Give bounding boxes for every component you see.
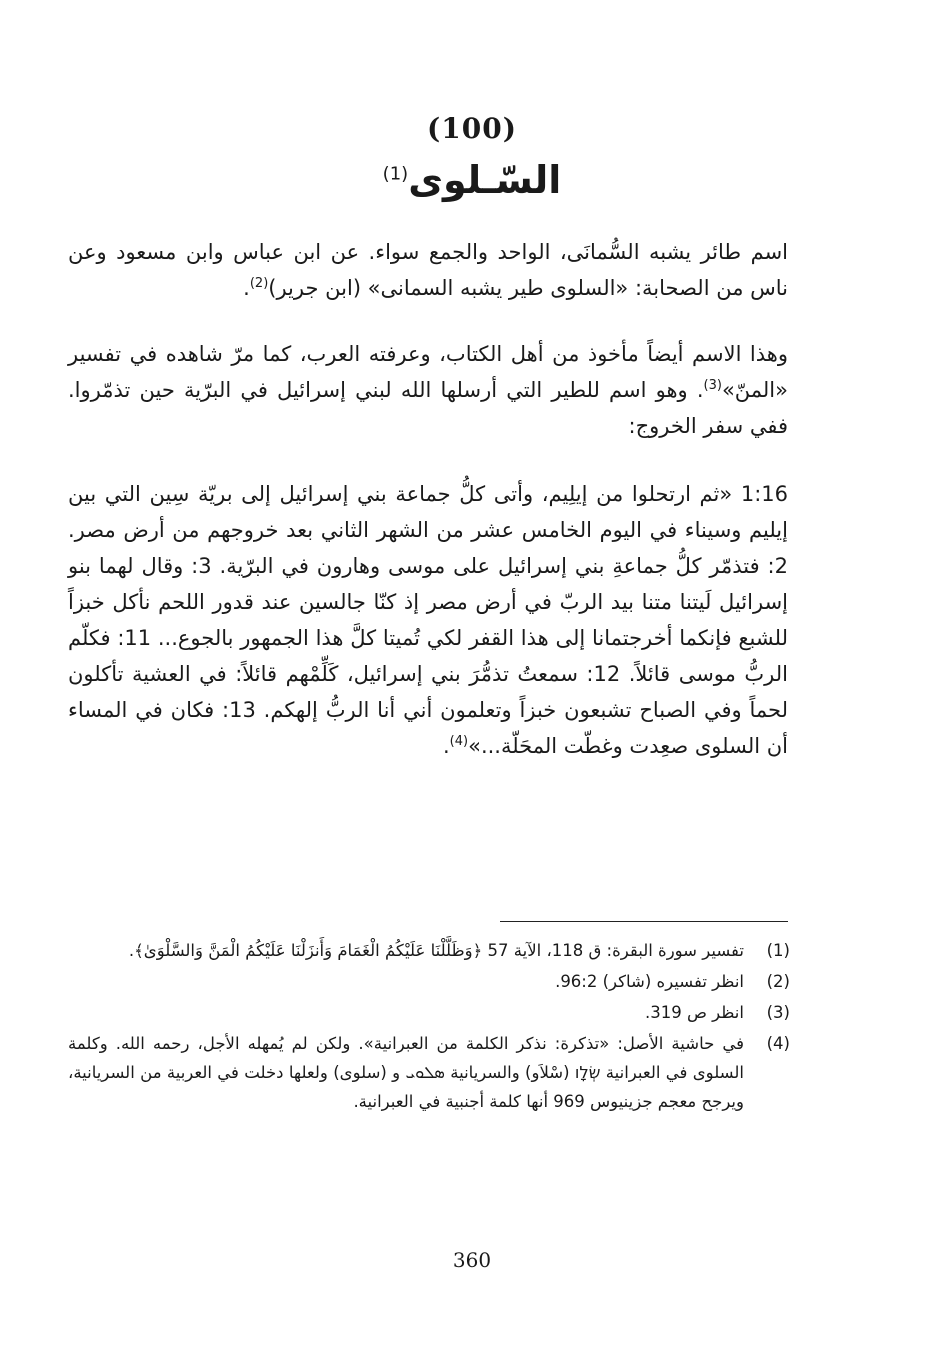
footnote-item <box>68 998 790 1027</box>
footnote-text: انظر تفسيره (شاكر) 96:2. <box>555 972 744 991</box>
footnote-number: (1) <box>766 941 790 960</box>
paragraph-tail: . <box>243 276 250 300</box>
footnotes <box>68 936 790 1118</box>
footnote-item <box>68 967 790 996</box>
page-number: 360 <box>452 1248 492 1272</box>
paragraph-text: 1:16 «ثم ارتحلوا من إيلِيم، وأتى كلُّ جماعة بني إسرائيل إلى بريّة سِين التي بين إيليم وسيناء في اليوم الخامس عشر من الشهر الثاني بعد خروجهم من أرض مصر. 2: فتذمّر كلُّ جماعةِ بني إسرائيل على موسى وهارون في البرّية. 3: وقال لهما بنو إسرائيل لَيتنا متنا بيد الربّ في أرض مصر إذ كنّا جالسين عند قدور اللحم نأكل خبزاً للشبع فإنكما أخرجتمانا إلى هذا القفر لكي تُميتا كلَّ هذا الجمهور بالجوع... 11: فكلّم الربُّ موسى قائلاً. 12: سمعتُ تذمُّرَ بني إسرائيل، كَلِّمْهم قائلاً: في العشية تأكلون لحماً وفي الصباح تشبعون خبزاً وتعلمون أني أنا الربُّ إلهكم. 13: فكان في المساء أن السلوى صعِدت وغطّت المحَلّة...» <box>68 482 788 758</box>
paragraph-text: وهذا الاسم أيضاً مأخوذ من أهل الكتاب، وعرفته العرب، كما مرّ شاهده في تفسير «المنّ» <box>68 342 788 402</box>
footnote-ref: (2) <box>249 276 269 291</box>
paragraph-definition <box>68 234 788 306</box>
footnote-item <box>68 936 790 965</box>
entry-title-text: السّـلوى <box>408 158 562 202</box>
entry-number: (100) <box>427 112 517 145</box>
footnote-number: (4) <box>766 1034 790 1053</box>
paragraph-text: اسم طائر يشبه السُّمانَى، الواحد والجمع سواء. عن ابن عباس وابن مسعود وعن ناس من الصحابة: «السلوى طير يشبه السمانى» (ابن جرير) <box>68 240 788 300</box>
footnote-text: تفسير سورة البقرة: ق 118، الآية 57 ﴿وَظَلَّلْنَا عَلَيْكُمُ الْغَمَامَ وَأَنزَلْنَا عَلَيْكُمُ الْمَنَّ وَالسَّلْوَىٰ﴾. <box>128 941 744 960</box>
footnote-number: (2) <box>766 972 790 991</box>
footnote-divider <box>500 921 788 922</box>
footnote-ref: (4) <box>449 734 469 749</box>
entry-title <box>0 158 944 202</box>
paragraph-exodus-quote <box>68 476 788 764</box>
paragraph-text-continued: . وهو اسم للطير التي أرسلها الله لبني إسرائيل في البرّية حين تذمّروا. ففي سفر الخروج: <box>68 378 788 438</box>
footnote-ref: (1) <box>382 163 409 185</box>
footnote-ref: (3) <box>703 378 722 393</box>
footnote-text: في حاشية الأصل: «تذكرة: نذكر الكلمة من العبرانية». ولكن لم يُمهله الأجل، رحمه الله. وكلمة السلوى في العبرانية שְׂלָו (سْلاَو) والسريانية ܣܠܘܝ و (سلوى) ولعلها دخلت في العربية من السريانية، ويرجح معجم جزينيوس 969 أنها كلمة أجنبية في العبرانية. <box>68 1034 744 1111</box>
paragraph-tail: . <box>442 734 450 758</box>
footnote-text: انظر ص 319. <box>644 1003 744 1022</box>
footnote-number: (3) <box>766 1003 790 1022</box>
footnote-item <box>68 1029 790 1116</box>
paragraph-origin <box>68 336 788 444</box>
